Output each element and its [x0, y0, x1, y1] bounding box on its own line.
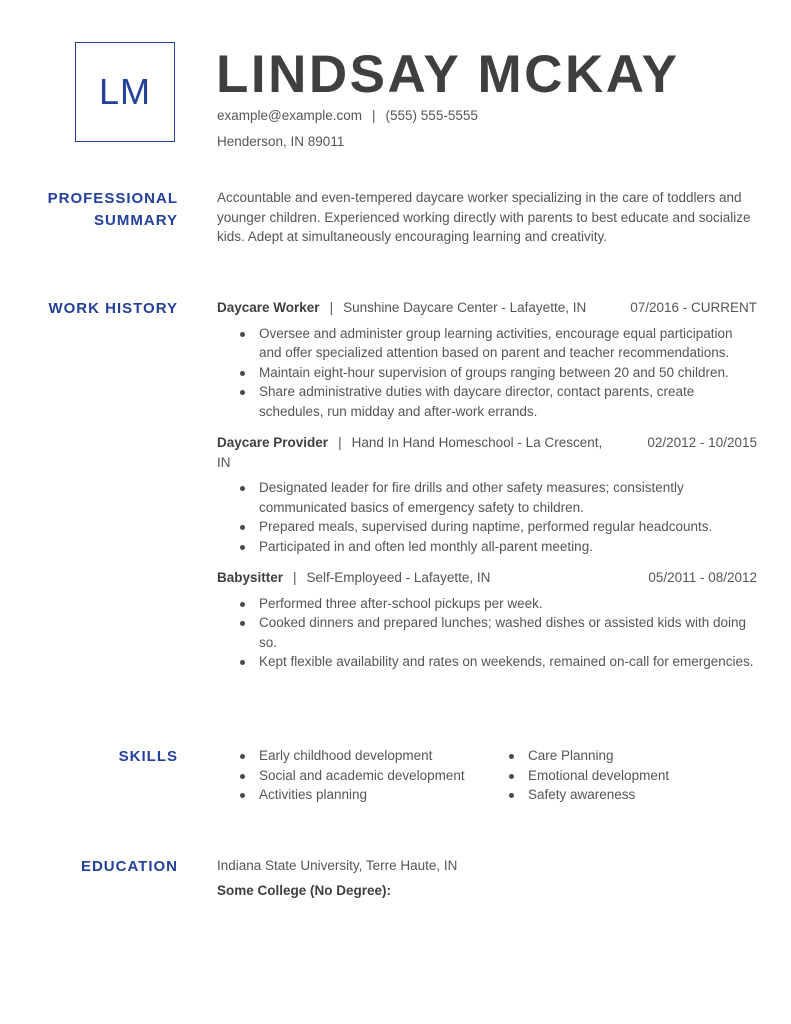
- job-employer: Sunshine Daycare Center - Lafayette, IN: [343, 300, 587, 315]
- summary-heading: [48, 188, 178, 232]
- job-duty: Maintain eight-hour supervision of groups ranging between 20 and 50 children.: [259, 363, 757, 383]
- skill-item: Activities planning: [259, 785, 487, 805]
- job-separator: |: [293, 570, 297, 585]
- monogram-initials: LM: [98, 71, 151, 112]
- job-entry: [217, 298, 757, 421]
- phone-text: (555) 555-5555: [385, 108, 478, 123]
- skill-item: Early childhood development: [259, 746, 487, 766]
- job-dates: 07/2016 - CURRENT: [630, 300, 757, 315]
- education-degree: Some College (No Degree):: [217, 882, 392, 898]
- education-heading: EDUCATION: [80, 858, 178, 875]
- contact-separator: |: [372, 108, 376, 123]
- education-school: Indiana State University, Terre Haute, IN: [217, 858, 458, 873]
- job-title: Daycare Worker: [217, 300, 320, 315]
- job-duty: Cooked dinners and prepared lunches; washed dishes or assisted kids with doing so.: [259, 613, 757, 652]
- job-duty: Designated leader for fire drills and other safety measures; consistently communicated basics of emergency safety to children.: [259, 478, 757, 517]
- job-duty: Share administrative duties with daycare director, contact parents, create schedules, run midday and after-work errands.: [259, 382, 757, 421]
- job-entry: [217, 568, 757, 672]
- skill-item: Social and academic development: [259, 766, 487, 786]
- job-header: [217, 433, 757, 472]
- skill-item: Safety awareness: [528, 785, 756, 805]
- job-header: [217, 298, 757, 318]
- job-employer: Hand In Hand Homeschool - La Crescent, IN: [217, 435, 603, 470]
- job-duty: Performed three after-school pickups per week.: [259, 594, 757, 614]
- job-separator: |: [338, 435, 342, 450]
- job-duty: Kept flexible availability and rates on weekends, remained on-call for emergencies.: [259, 652, 757, 672]
- job-dates: 05/2011 - 08/2012: [648, 570, 757, 585]
- job-title: Daycare Provider: [217, 435, 329, 450]
- job-duty: Prepared meals, supervised during naptime, performed regular headcounts.: [259, 517, 757, 537]
- job-employer: Self-Employeed - Lafayette, IN: [306, 570, 491, 585]
- job-duty: Oversee and administer group learning activities, encourage equal participation and offer specialized attention based on parent and teacher recommendations.: [259, 324, 757, 363]
- monogram-box: [75, 42, 175, 142]
- work-history-list: [217, 298, 757, 684]
- job-duties: [217, 594, 757, 672]
- job-duties: [217, 478, 757, 556]
- job-title: Babysitter: [217, 570, 284, 585]
- contact-line: [217, 108, 478, 123]
- job-separator: |: [329, 300, 334, 315]
- job-duties: [217, 324, 757, 422]
- work-history-heading: WORK HISTORY: [48, 300, 178, 317]
- address-text: Henderson, IN 89011: [217, 134, 345, 149]
- summary-heading-line2: SUMMARY: [94, 212, 178, 229]
- skill-item: Emotional development: [528, 766, 756, 786]
- job-dates: 02/2012 - 10/2015: [647, 435, 757, 450]
- summary-text: Accountable and even-tempered daycare worker specializing in the care of toddlers and younger children. Experienced working directly with parents to best educate and socialize kids. Adept at simultaneously encouraging learning and creativity.: [217, 190, 751, 244]
- skills-column-2: [487, 746, 756, 805]
- skills-list: [217, 746, 757, 805]
- job-duty: Participated in and often led monthly all-parent meeting.: [259, 537, 757, 557]
- skill-item: Care Planning: [528, 746, 756, 766]
- skills-heading: SKILLS: [118, 748, 178, 765]
- skills-column-1: [217, 746, 487, 805]
- job-entry: [217, 433, 757, 556]
- applicant-name: LINDSAY MCKAY: [216, 45, 680, 104]
- job-header: [217, 568, 757, 588]
- summary-heading-line1: PROFESSIONAL: [47, 190, 178, 207]
- education-entry: [217, 856, 757, 900]
- email-text: example@example.com: [217, 108, 363, 123]
